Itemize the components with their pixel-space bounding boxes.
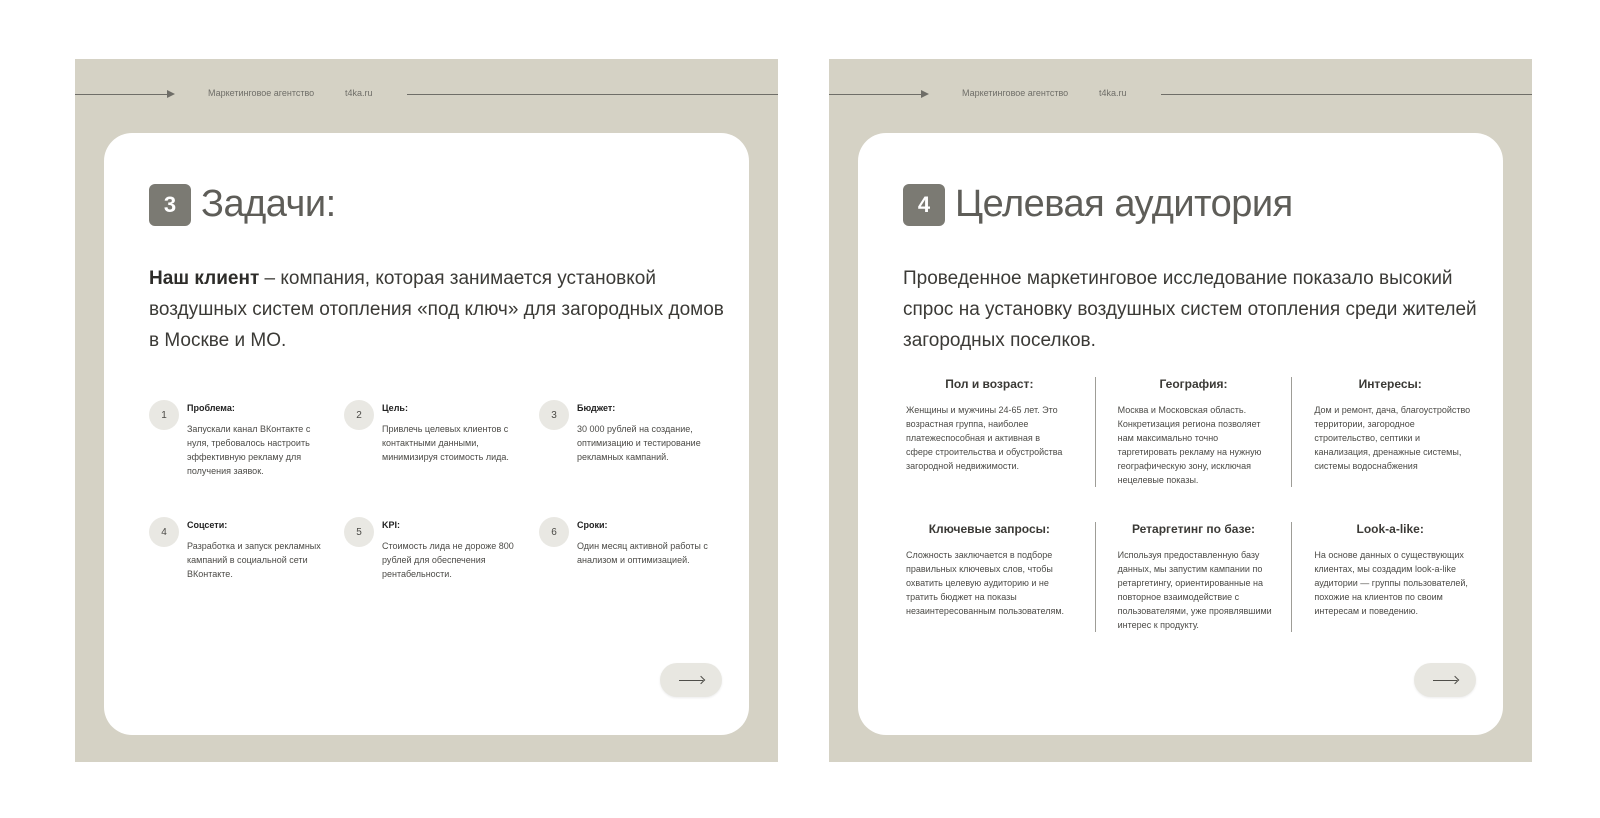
- content-card: [104, 133, 749, 735]
- title-row: [149, 183, 336, 226]
- header-divider: [407, 94, 778, 95]
- item-title: Сроки:: [577, 520, 608, 530]
- agency-label: Маркетинговое агентство: [962, 88, 1069, 98]
- slide-title: Целевая аудитория: [955, 183, 1293, 225]
- audience-column: [1291, 522, 1488, 632]
- content-card: [858, 133, 1503, 735]
- lead-bold: Наш клиент: [149, 268, 260, 289]
- audience-column: [1095, 377, 1292, 487]
- column-description: Женщины и мужчины 24-65 лет. Это возрастная группа, наиболее платежеспособная и активная в сфере строительства и обустройства загородной недвижимости.: [906, 405, 1063, 471]
- task-item: [344, 403, 539, 478]
- column-title: Пол и возраст:: [945, 377, 1034, 391]
- column-description: Москва и Московская область. Конкретизация региона позволяет нам максимально точно таргетировать рекламу на нужную географическую зону, исключая нецелевые показы.: [1117, 405, 1262, 485]
- column-title: География:: [1159, 377, 1228, 391]
- item-title: Проблема:: [187, 403, 235, 413]
- lead-paragraph: Проведенное маркетинговое исследование показало высокий спрос на установку воздушных систем отопления среди жителей загородных поселков.: [903, 268, 1477, 351]
- audience-column: [898, 522, 1095, 632]
- audience-columns: [898, 377, 1488, 632]
- item-title: KPI:: [382, 520, 400, 530]
- item-number: 3: [539, 400, 569, 430]
- item-title: Бюджет:: [577, 403, 616, 413]
- slide-tasks: [75, 59, 778, 762]
- slide-number-badge: 4: [903, 184, 945, 226]
- long-arrow-right-icon: [679, 680, 703, 681]
- column-description: На основе данных о существующих клиентах, мы создадим look-a-like аудитории — группы пользователей, похожие на клиентов по своим интересам и поведению.: [1314, 550, 1468, 616]
- column-title: Look-a-like:: [1356, 522, 1424, 536]
- slide-number-badge: 3: [149, 184, 191, 226]
- task-item: [539, 403, 729, 478]
- audience-column: [1291, 377, 1488, 487]
- column-title: Ретаргетинг по базе:: [1131, 522, 1256, 536]
- item-number: 6: [539, 517, 569, 547]
- audience-column: [898, 377, 1095, 487]
- slide-header: [829, 59, 1532, 129]
- column-title: Интересы:: [1358, 377, 1422, 391]
- title-row: [903, 183, 1293, 226]
- task-items: [149, 403, 729, 581]
- item-description: Запускали канал ВКонтакте с нуля, требовалось настроить эффективную рекламу для получения заявок.: [187, 424, 311, 476]
- arrow-right-icon: [921, 90, 929, 98]
- header-divider: [1161, 94, 1532, 95]
- agency-label: Маркетинговое агентство: [208, 88, 315, 98]
- item-title: Соцсети:: [187, 520, 228, 530]
- item-title: Цель:: [382, 403, 408, 413]
- header-arrow-line: [75, 94, 173, 95]
- slide-header: [75, 59, 778, 129]
- column-description: Используя предоставленную базу данных, мы запустим кампании по ретаргетингу, ориентированные на повторное взаимодействие с пользователями, уже проявлявшими интерес к продукту.: [1117, 550, 1272, 630]
- lead-text: – компания, которая занимается установкой воздушных систем отопления «под ключ» для загородных домов в Москве и МО.: [149, 268, 724, 351]
- item-description: Привлечь целевых клиентов с контактными данными, минимизируя стоимость лида.: [382, 424, 509, 462]
- next-slide-button[interactable]: [1414, 663, 1476, 697]
- column-title: Ключевые запросы:: [928, 522, 1050, 536]
- item-description: Стоимость лида не дороже 800 рублей для обеспечения рентабельности.: [382, 541, 514, 579]
- item-description: Один месяц активной работы с анализом и оптимизацией.: [577, 541, 708, 565]
- item-number: 2: [344, 400, 374, 430]
- audience-column: [1095, 522, 1292, 632]
- task-item: [149, 403, 344, 478]
- item-description: Разработка и запуск рекламных кампаний в социальной сети ВКонтакте.: [187, 541, 321, 579]
- column-description: Дом и ремонт, дача, благоустройство территории, загородное строительство, септики и канализация, дренажные системы, системы водоснабжения: [1314, 405, 1471, 471]
- task-item: [344, 520, 539, 581]
- site-link[interactable]: t4ka.ru: [345, 88, 373, 98]
- slide-title: Задачи:: [201, 183, 336, 225]
- audience-row: [898, 522, 1488, 632]
- item-number: 5: [344, 517, 374, 547]
- lead-paragraph: [149, 263, 724, 356]
- column-description: Сложность заключается в подборе правильных ключевых слов, чтобы охватить целевую аудиторию и не тратить бюджет на показы незаинтересованным пользователям.: [906, 550, 1065, 616]
- item-description: 30 000 рублей на создание, оптимизацию и тестирование рекламных кампаний.: [577, 424, 701, 462]
- long-arrow-right-icon: [1433, 680, 1457, 681]
- task-item: [539, 520, 729, 581]
- site-link[interactable]: t4ka.ru: [1099, 88, 1127, 98]
- arrow-right-icon: [167, 90, 175, 98]
- header-arrow-line: [829, 94, 927, 95]
- next-slide-button[interactable]: [660, 663, 722, 697]
- task-item: [149, 520, 344, 581]
- item-number: 4: [149, 517, 179, 547]
- item-number: 1: [149, 400, 179, 430]
- slide-audience: [829, 59, 1532, 762]
- audience-row: [898, 377, 1488, 487]
